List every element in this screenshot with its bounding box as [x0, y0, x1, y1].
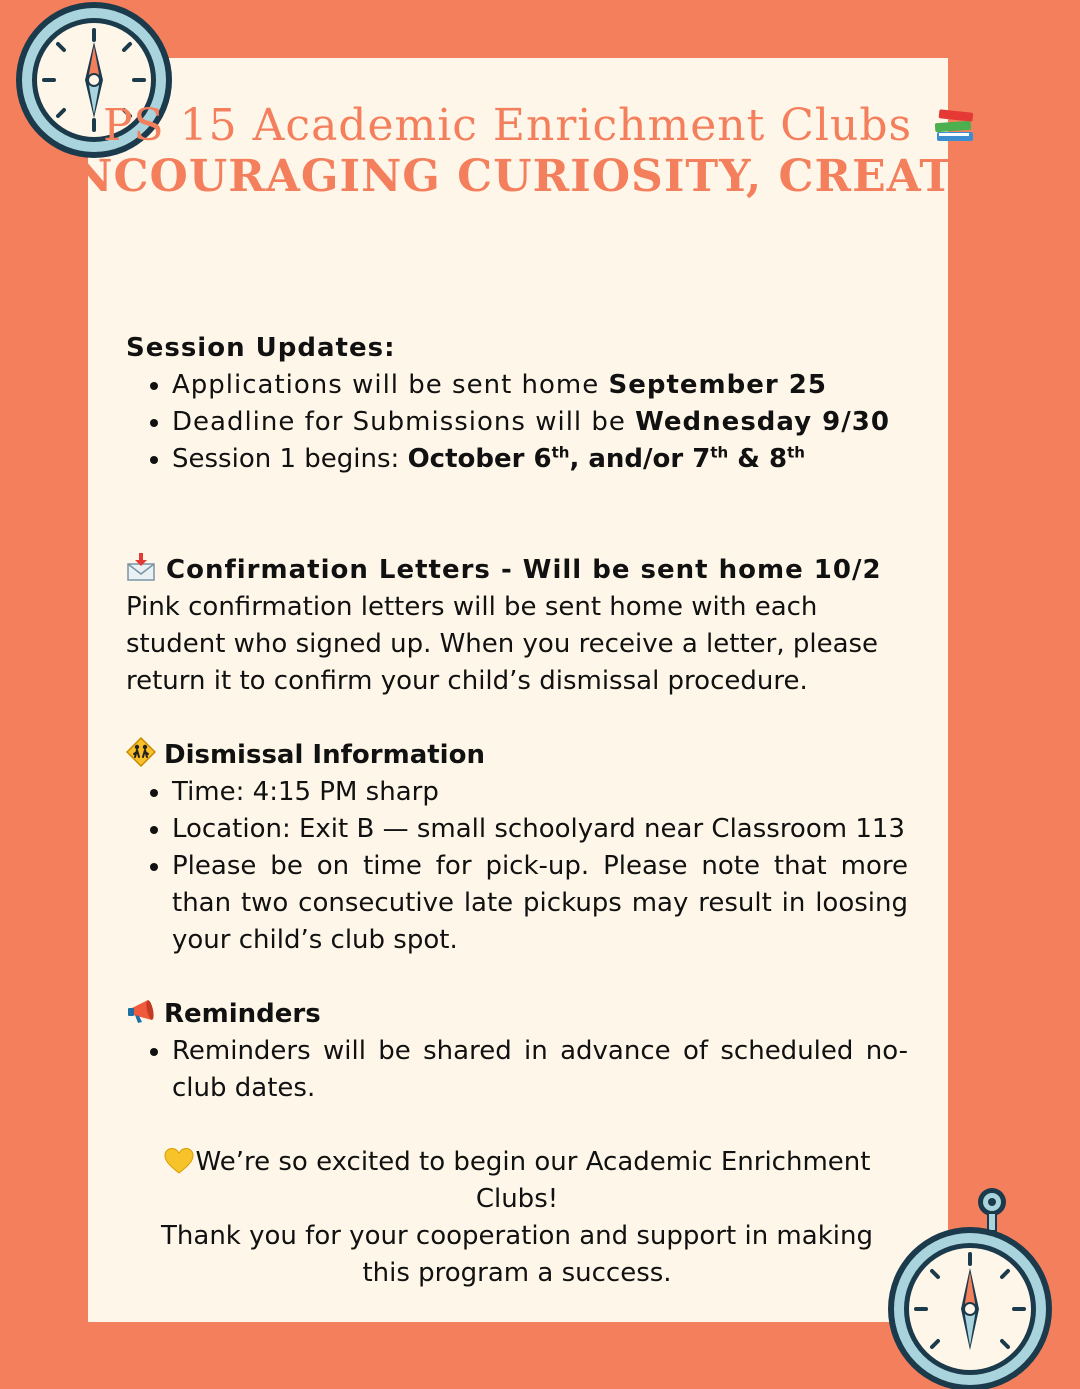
list-item: • Reminders will be shared in advance of scheduled no-club dates.: [172, 1033, 908, 1107]
list-item: • Location: Exit B — small schoolyard near Classroom 113: [172, 811, 908, 848]
reminders-list: [126, 1033, 908, 1107]
reminders-heading: Reminders: [126, 996, 908, 1033]
page-title: [0, 100, 1080, 202]
dismissal-list: [126, 774, 908, 959]
title-line2: ENCOURAGING CURIOSITY, CREATIVY: [37, 151, 1043, 202]
confirmation-heading: Confirmation Letters - Will be sent home 10/2: [126, 552, 908, 589]
school-crossing-icon: [126, 737, 156, 767]
session-heading: Session Updates:: [126, 333, 396, 363]
closing-line1: We’re so excited to begin our Academic Enrichment Clubs!: [126, 1144, 908, 1218]
books-icon: [933, 104, 977, 144]
compass-icon: [884, 1184, 1060, 1389]
yellow-heart-icon: [164, 1147, 194, 1175]
confirmation-body: Pink confirmation letters will be sent home with each student who signed up. When you receive a letter, please return it to confirm your child’s dismissal procedure.: [126, 592, 879, 696]
session-list: [126, 367, 908, 478]
megaphone-icon: [126, 996, 156, 1026]
list-item: • Applications will be sent home September 25: [172, 367, 908, 404]
list-item: • Please be on time for pick-up. Please note that more than two consecutive late pickups may result in loosing your child’s club spot.: [172, 848, 908, 959]
closing-line2: Thank you for your cooperation and support in making this program a success.: [161, 1221, 873, 1288]
envelope-icon: [126, 552, 156, 582]
list-item: • Time: 4:15 PM sharp: [172, 774, 908, 811]
dismissal-heading: Dismissal Information: [126, 737, 908, 774]
flyer-content: [126, 330, 908, 1292]
list-item: • Deadline for Submissions will be Wednesday 9/30: [172, 404, 908, 441]
list-item: • Session 1 begins: October 6th, and/or 7th & 8th: [172, 441, 908, 478]
title-line1: PS 15 Academic Enrichment Clubs: [102, 100, 913, 151]
